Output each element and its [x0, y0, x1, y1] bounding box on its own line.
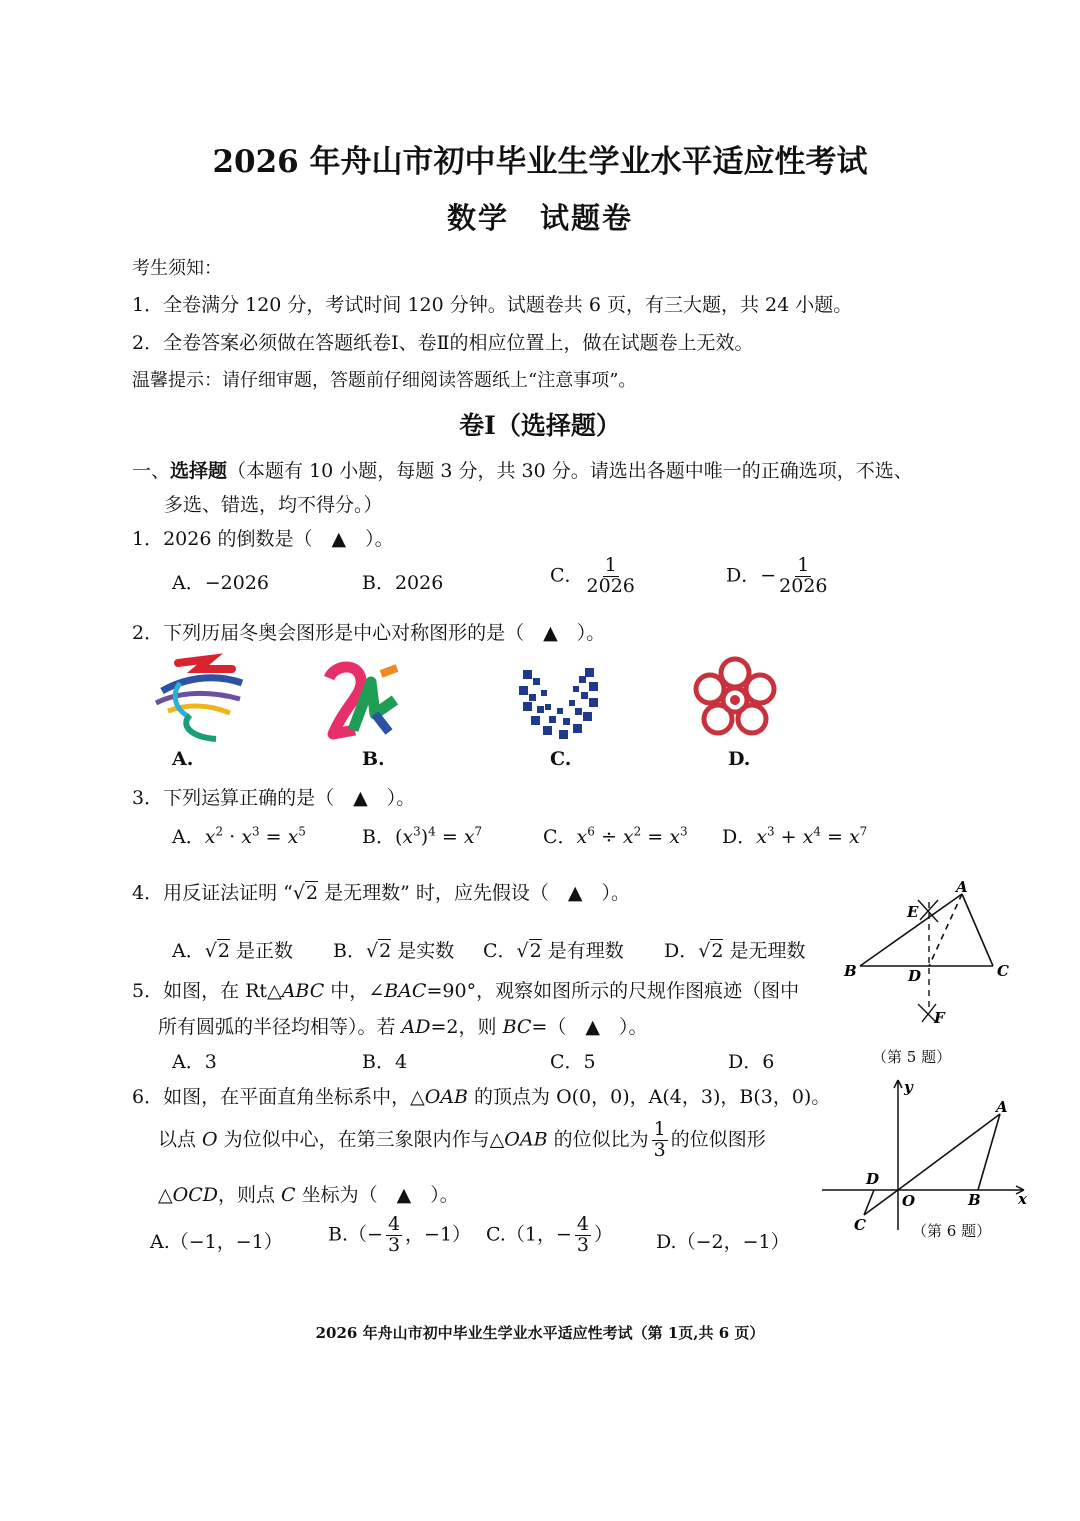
q6-option-d: D.（−2，−1） [656, 1231, 790, 1253]
q5-option-a: A．3 [172, 1051, 217, 1073]
page-title: 2026 年舟山市初中毕业生学业水平适应性考试 [212, 144, 868, 180]
notice-tip: 温馨提示：请仔细审题，答题前仔细阅读答题纸上“注意事项”。 [132, 370, 637, 391]
point-b-label: B [968, 1191, 981, 1209]
q6-option-c: C.（1，− $\frac{4}{3}$ ） [486, 1213, 614, 1256]
winter-olympics-emblem-d [690, 655, 780, 745]
q3-option-a: A．$x^2 \cdot x^3 = x^5$ [172, 824, 306, 848]
q5-line1: 5．如图，在 Rt△ABC 中，∠BAC=90°，观察如图所示的尺规作图痕迹（图中 [132, 980, 800, 1002]
label-f: F [934, 1009, 945, 1027]
winter-olympics-emblem-a [150, 655, 250, 745]
q1-option-a: A．−2026 [172, 572, 269, 594]
q6-option-a: A.（−1，−1） [150, 1231, 283, 1253]
q4-option-c: C．√2 是有理数 [483, 940, 624, 962]
notice-heading: 考生须知： [132, 258, 222, 279]
q4-option-d: D．√2 是无理数 [664, 940, 806, 962]
figure-q5 [838, 880, 1038, 1070]
q5-option-d: D．6 [728, 1051, 775, 1073]
label-d: D [908, 967, 922, 985]
q2-label-c: C. [550, 748, 572, 770]
q5-line2: 所有圆弧的半径均相等）。若 AD=2，则 BC=（ ▲ ）。 [158, 1016, 648, 1038]
figure-q5-caption: （第 5 题） [872, 1048, 952, 1066]
fraction: $\frac{1}{2026}$ [779, 554, 828, 597]
q3-stem: 3．下列运算正确的是（ ▲ ）。 [132, 787, 416, 809]
q5-option-c: C．5 [550, 1051, 596, 1073]
q4-option-a: A．√2 是正数 [172, 940, 293, 962]
label-e: E [907, 903, 919, 921]
notice-item-1: 1．全卷满分 120 分，考试时间 120 分钟。试题卷共 6 页，有三大题，共 24 小题。 [132, 294, 853, 316]
section-title: 卷Ⅰ（选择题） [459, 411, 621, 440]
label-a: A [956, 878, 968, 896]
axis-x-label: x [1018, 1190, 1027, 1208]
label-b: B [844, 962, 857, 980]
q1-option-b: B．2026 [362, 572, 444, 594]
q6-line2: 以点 O 为位似中心，在第三象限内作与△OAB 的位似比为 $\frac{1}{3}$ 的位似图形 [158, 1118, 766, 1161]
q1-stem: 1．2026 的倒数是（ ▲ ）。 [132, 528, 394, 550]
section-heading-line2: 多选、错选，均不得分。） [164, 494, 383, 516]
winter-olympics-emblem-b [325, 660, 405, 740]
q4-option-b: B．√2 是实数 [333, 940, 455, 962]
axis-y-label: y [904, 1078, 913, 1096]
q3-option-b: B．$(x^3)^4 = x^7$ [362, 824, 483, 848]
origin-label: O [902, 1192, 916, 1210]
notice-item-2: 2．全卷答案必须做在答题纸卷Ⅰ、卷Ⅱ的相应位置上，做在试题卷上无效。 [132, 332, 754, 354]
q6-line3: △OCD，则点 C 坐标为（ ▲ ）。 [158, 1184, 459, 1206]
q4-stem: 4．用反证法证明 “√2 是无理数” 时，应先假设（ ▲ ）。 [132, 882, 630, 904]
page-subtitle: 数学 试题卷 [446, 201, 633, 235]
fraction: $\frac{1}{2026}$ [586, 554, 635, 597]
q6-line1: 6．如图，在平面直角坐标系中，△OAB 的顶点为 O(0，0)，A(4，3)，B(3，0)。 [132, 1086, 831, 1108]
q6-option-b: B.（− $\frac{4}{3}$ ，−1） [328, 1213, 472, 1256]
q2-label-d: D. [728, 748, 751, 770]
section-heading: 一、选择题（本题有 10 小题，每题 3 分，共 30 分。请选出各题中唯一的正确选项，不选、 [132, 460, 913, 482]
q5-option-b: B．4 [362, 1051, 408, 1073]
point-d-label: D [866, 1170, 880, 1188]
q1-option-d: D．− $\frac{1}{2026}$ [726, 554, 828, 597]
q2-label-a: A. [172, 748, 194, 770]
label-c: C [997, 962, 1009, 980]
q1-option-c: C． $\frac{1}{2026}$ [550, 554, 635, 597]
point-c-label: C [854, 1216, 866, 1234]
page-footer: 2026 年舟山市初中毕业生学业水平适应性考试（第 1页,共 6 页） [315, 1324, 765, 1342]
q2-label-b: B. [362, 748, 385, 770]
point-a-label: A [996, 1098, 1008, 1116]
q2-stem: 2．下列历届冬奥会图形是中心对称图形的是（ ▲ ）。 [132, 622, 606, 644]
q3-option-d: D．$x^3 + x^4 = x^7$ [722, 824, 868, 848]
sqrt-2: √2 [292, 882, 319, 904]
winter-olympics-emblem-c [515, 660, 605, 745]
q3-option-c: C．$x^6 \div x^2 = x^3$ [543, 824, 688, 848]
fraction-one-third: $\frac{1}{3}$ [653, 1118, 666, 1161]
figure-q6-caption: （第 6 题） [912, 1222, 992, 1240]
